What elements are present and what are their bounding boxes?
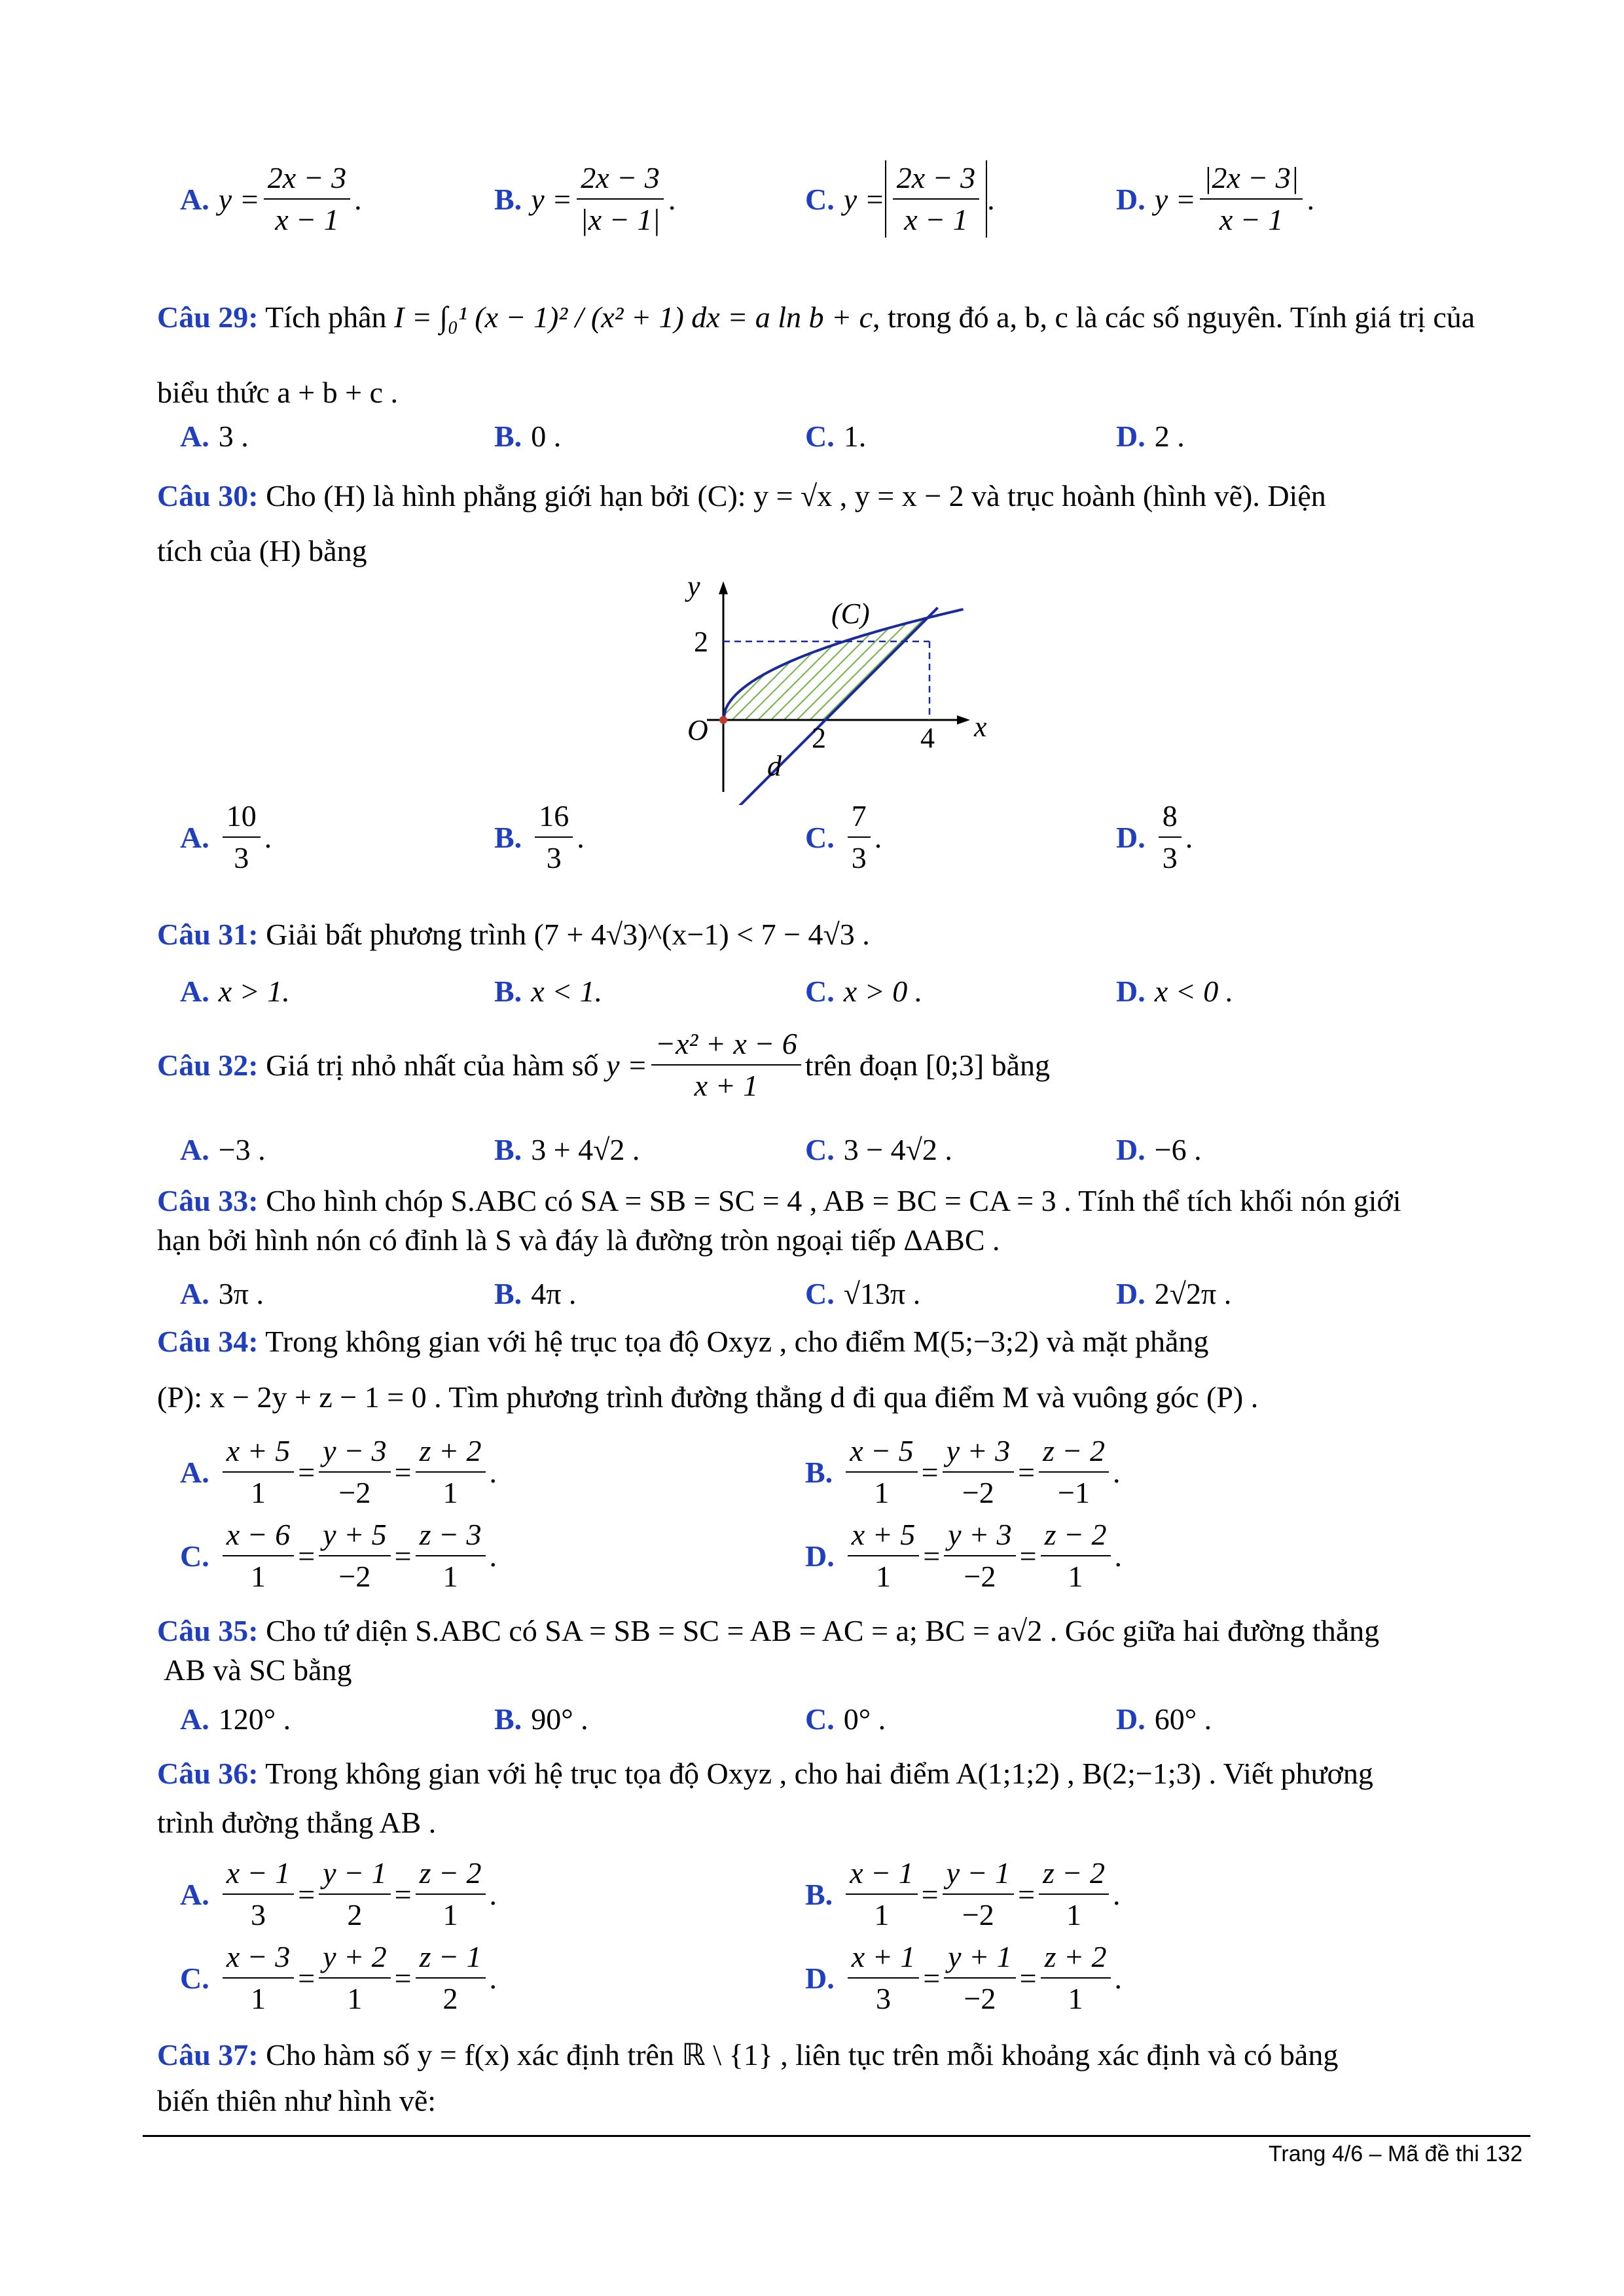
numerator: z − 2 (1041, 1517, 1111, 1556)
option-label: D. (1116, 975, 1146, 1008)
q29-option-c (805, 419, 866, 454)
q37-stem-line2: biến thiên như hình vẽ: (157, 2084, 437, 2117)
fraction (223, 798, 261, 876)
option-label: B. (805, 1877, 833, 1911)
fraction (535, 798, 573, 876)
q33-option-b (494, 1276, 576, 1311)
q29-option-a (180, 419, 249, 454)
option-value: 0° . (843, 1702, 886, 1736)
numerator: z − 2 (1039, 1856, 1109, 1895)
option-lhs: y = (218, 182, 260, 216)
option-lhs: y = (843, 182, 885, 216)
q33-option-c (805, 1276, 920, 1311)
option-lhs: y = (1154, 182, 1196, 216)
option-tail: . (987, 182, 995, 216)
equals-sign: . (1114, 1539, 1123, 1573)
q29-text1: Tích phân (265, 300, 387, 334)
denominator: 3 (546, 841, 562, 874)
numerator: y + 3 (944, 1517, 1015, 1556)
option-label: B. (805, 1455, 833, 1489)
q33-stem-line2: hạn bởi hình nón có đỉnh là S và đáy là đường tròn ngoại tiếp ΔABC . (157, 1223, 1000, 1257)
option-tail: . (1307, 182, 1314, 216)
option-value: 3 + 4√2 . (531, 1133, 640, 1166)
denominator: 1 (442, 1560, 458, 1593)
q29-integral: I = ∫₀¹ (x − 1)² / (x² + 1) dx = a ln b + c (394, 300, 873, 334)
q35-stem-line1 (157, 1611, 1379, 1651)
q31-stem (157, 915, 870, 954)
equals-sign: . (1114, 1961, 1123, 1995)
equals-sign: = (1018, 1877, 1036, 1911)
fraction (846, 1856, 917, 1933)
denominator: −2 (964, 1560, 996, 1593)
denominator: 1 (1068, 1560, 1083, 1593)
q36-option-a (180, 1856, 497, 1933)
absolute-value (885, 160, 987, 238)
fraction (319, 1856, 390, 1933)
denominator: 1 (1066, 1898, 1081, 1931)
q35-line1: Cho tứ diện S.ABC có SA = SB = SC = AB = AC = a; BC = a√2 . Góc giữa hai đường thẳng (266, 1614, 1380, 1647)
fraction (1159, 798, 1182, 876)
equals-sign: . (489, 1539, 497, 1573)
fraction (576, 160, 664, 238)
denominator: 1 (442, 1898, 458, 1931)
denominator: 2 (442, 1982, 458, 2015)
numerator: y + 5 (319, 1517, 390, 1556)
numerator: z − 2 (1039, 1433, 1109, 1473)
option-value: x < 1. (531, 975, 603, 1008)
fraction (416, 1856, 486, 1933)
q29-stem-line1 (157, 298, 1475, 337)
option-label: B. (494, 1277, 522, 1310)
option-label: A. (180, 975, 209, 1008)
q35-stem-line2: AB và SC bằng (164, 1653, 352, 1687)
q33-option-d (1116, 1276, 1231, 1311)
q36-option-c (180, 1939, 497, 2017)
q32-option-c (805, 1132, 952, 1167)
denominator: x − 1 (904, 203, 968, 236)
option-label: D. (1116, 1133, 1146, 1166)
equals-sign: = (394, 1539, 412, 1573)
q31-option-c (805, 974, 922, 1009)
denominator: 3 (250, 1898, 266, 1931)
q34-option-a (180, 1433, 497, 1511)
fraction (943, 1856, 1014, 1933)
option-label: D. (1116, 182, 1146, 216)
option-value: 3 . (218, 420, 249, 453)
fraction (893, 160, 979, 238)
numerator: z + 2 (416, 1433, 486, 1473)
fraction (943, 1433, 1014, 1511)
q35-option-d (1116, 1702, 1212, 1736)
option-label: B. (494, 420, 522, 453)
origin-label: O (687, 714, 708, 746)
curve-label: (C) (831, 598, 870, 630)
q34-option-d (805, 1517, 1122, 1594)
equals-sign: = (298, 1877, 316, 1911)
option-label: D. (1116, 1277, 1146, 1310)
option-value: 0 . (531, 420, 562, 453)
option-label: C. (180, 1539, 209, 1573)
denominator: 1 (250, 1982, 266, 2015)
option-label: D. (805, 1961, 835, 1995)
q31-text: Giải bất phương trình (7 + 4√3)^(x−1) < 7 − 4√3 . (266, 918, 870, 951)
q30-option-d: D. $\frac{8}{3}$ . (1116, 799, 1193, 874)
fraction (1039, 1856, 1109, 1933)
denominator: 1 (250, 1560, 266, 1593)
option-value: 2√2π . (1154, 1277, 1232, 1310)
denominator: −2 (964, 1982, 996, 2015)
y-axis-label: y (687, 576, 700, 602)
equals-sign: = (1018, 1455, 1036, 1489)
numerator: x − 5 (846, 1433, 917, 1473)
q35-option-b (494, 1702, 588, 1736)
page-footer: Trang 4/6 – Mã đề thi 132 (1268, 2142, 1523, 2166)
numerator: 7 (848, 798, 871, 838)
numerator: 8 (1159, 798, 1182, 838)
q28-option-a (180, 160, 362, 238)
numerator: z − 3 (416, 1517, 486, 1556)
option-label: C. (805, 420, 835, 453)
option-label: B. (494, 820, 522, 854)
option-label: A. (180, 1277, 209, 1310)
question-label: Câu 32: (157, 1048, 259, 1082)
option-label: C. (805, 1702, 835, 1736)
equals-sign: = (923, 1539, 941, 1573)
denominator: −2 (338, 1476, 371, 1509)
denominator: −2 (962, 1898, 994, 1931)
equals-sign: = (394, 1961, 412, 1995)
q36-stem-line1 (157, 1754, 1373, 1793)
fraction (848, 1939, 919, 2017)
option-label: C. (805, 1133, 835, 1166)
denominator: 2 (347, 1898, 363, 1931)
numerator: x − 1 (846, 1856, 917, 1895)
option-lhs: y = (531, 182, 573, 216)
fraction (848, 798, 871, 876)
option-label: B. (494, 975, 522, 1008)
q31-option-d (1116, 974, 1233, 1009)
fraction (223, 1939, 294, 2017)
numerator: 2x − 3 (893, 160, 979, 200)
equals-sign: = (921, 1877, 939, 1911)
q33-stem-line1 (157, 1181, 1401, 1221)
option-label: D. (805, 1539, 835, 1573)
option-label: B. (494, 1702, 522, 1736)
option-label: C. (805, 182, 835, 216)
footer-divider (143, 2135, 1530, 2137)
option-label: B. (494, 1133, 522, 1166)
x-axis-arrow (957, 715, 970, 725)
option-value: 90° . (531, 1702, 588, 1736)
q28-option-b (494, 160, 676, 238)
q31-option-b (494, 974, 602, 1009)
equals-sign: = (1019, 1539, 1037, 1573)
numerator: x + 1 (848, 1939, 919, 1979)
numerator: x − 1 (223, 1856, 294, 1895)
q32-text1: Giá trị nhỏ nhất của hàm số (266, 1048, 599, 1082)
option-label: A. (180, 1702, 209, 1736)
numerator: y + 3 (943, 1433, 1014, 1473)
fraction (264, 160, 350, 238)
fraction (223, 1517, 294, 1594)
option-label: A. (180, 820, 209, 854)
q30-option-a: A. $\frac{10}{3}$ . (180, 799, 272, 874)
option-label: D. (1116, 820, 1146, 854)
fraction (1041, 1939, 1111, 2017)
denominator: 3 (875, 1982, 891, 2015)
origin-point (719, 716, 727, 724)
option-value: x > 1. (218, 975, 290, 1008)
q32-option-a (180, 1132, 266, 1167)
option-label: A. (180, 420, 209, 453)
equals-sign: . (1112, 1455, 1121, 1489)
equals-sign: . (1112, 1877, 1121, 1911)
q32-option-d (1116, 1132, 1202, 1167)
option-label: D. (1116, 420, 1146, 453)
numerator: x − 6 (223, 1517, 294, 1556)
equals-sign: = (394, 1455, 412, 1489)
numerator: 10 (223, 798, 261, 838)
q31-option-a (180, 974, 290, 1009)
fraction (416, 1517, 486, 1594)
denominator: x − 1 (275, 203, 339, 236)
q28-option-c (805, 160, 995, 238)
denominator: x − 1 (1219, 203, 1284, 236)
option-label: C. (805, 975, 835, 1008)
q34-stem-line2: (P): x − 2y + z − 1 = 0 . Tìm phương trình đường thẳng d đi qua điểm M và vuông góc (P) . (157, 1380, 1259, 1414)
numerator: y + 2 (319, 1939, 390, 1979)
question-label: Câu 30: (157, 479, 259, 512)
option-tail: . (354, 182, 362, 216)
q30-line1: Cho (H) là hình phẳng giới hạn bởi (C): y = √x , y = x − 2 và trục hoành (hình vẽ). Diện (266, 479, 1326, 512)
fraction (944, 1517, 1015, 1594)
option-value: 3 − 4√2 . (843, 1133, 952, 1166)
option-value: 3π . (218, 1277, 264, 1310)
q36-stem-line2: trình đường thẳng AB . (157, 1806, 437, 1839)
option-value: 60° . (1154, 1702, 1212, 1736)
option-value: 2 . (1154, 420, 1185, 453)
option-label: A. (180, 182, 209, 216)
numerator: x + 5 (223, 1433, 294, 1473)
fraction (416, 1433, 486, 1511)
q30-option-c: C. $\frac{7}{3}$ . (805, 799, 882, 874)
option-value: −3 . (218, 1133, 266, 1166)
option-value: 120° . (218, 1702, 291, 1736)
denominator: 3 (234, 841, 249, 874)
option-label: A. (180, 1455, 209, 1489)
denominator: 1 (874, 1898, 890, 1931)
q34-option-b (805, 1433, 1120, 1511)
q29-stem-line2: biểu thức a + b + c . (157, 376, 399, 409)
q32-stem: Câu 32: Giá trị nhỏ nhất của hàm số y = $\frac{\text{−x² + x − 6}}{x + 1}$ trên đoạn [0;3] bằng (157, 1027, 1051, 1102)
option-label: B. (494, 182, 522, 216)
tick-x-4: 4 (920, 722, 935, 754)
option-tail: . (668, 182, 676, 216)
fraction (651, 1026, 801, 1103)
equals-sign: . (489, 1455, 497, 1489)
option-value: x > 0 . (843, 975, 923, 1008)
numerator: −x² + x − 6 (651, 1026, 801, 1066)
fraction (223, 1433, 294, 1511)
q34-option-c (180, 1517, 497, 1594)
numerator: 2x − 3 (577, 160, 663, 200)
q36-option-b (805, 1856, 1120, 1933)
numerator: y − 1 (319, 1856, 390, 1895)
denominator: 1 (875, 1560, 891, 1593)
denominator: 1 (874, 1476, 890, 1509)
option-label: C. (180, 1961, 209, 1995)
numerator: x + 5 (848, 1517, 919, 1556)
numerator: z − 1 (416, 1939, 486, 1979)
denominator: 1 (442, 1476, 458, 1509)
fraction (848, 1517, 919, 1594)
question-label: Câu 34: (157, 1325, 259, 1358)
denominator: −2 (338, 1560, 371, 1593)
denominator: x + 1 (694, 1069, 759, 1102)
q29-text2: , trong đó a, b, c là các số nguyên. Tính giá trị của (873, 300, 1475, 334)
option-value: √13π . (843, 1277, 921, 1310)
q32-text2: trên đoạn [0;3] bằng (804, 1048, 1051, 1082)
option-label: D. (1116, 1702, 1146, 1736)
equals-sign: = (921, 1455, 939, 1489)
denominator: 1 (250, 1476, 266, 1509)
fraction (1041, 1517, 1111, 1594)
tick-y-2: 2 (694, 626, 708, 658)
fraction (846, 1433, 917, 1511)
numerator: y + 1 (944, 1939, 1015, 1979)
question-label: Câu 35: (157, 1614, 259, 1647)
q33-line1: Cho hình chóp S.ABC có SA = SB = SC = 4 , AB = BC = CA = 3 . Tính thể tích khối nón giới (266, 1184, 1401, 1217)
y-axis-arrow (719, 581, 728, 594)
numerator: 2x − 3 (264, 160, 350, 200)
q35-option-a (180, 1702, 291, 1736)
option-label: A. (180, 1133, 209, 1166)
numerator: z + 2 (1041, 1939, 1111, 1979)
option-label: A. (180, 1877, 209, 1911)
line-label: d (767, 750, 782, 782)
equals-sign: = (298, 1961, 316, 1995)
equals-sign: . (489, 1877, 497, 1911)
q29-option-d (1116, 419, 1185, 454)
option-value: 1. (843, 420, 867, 453)
q37-line1: Cho hàm số y = f(x) xác định trên ℝ \ {1} , liên tục trên mỗi khoảng xác định và có bảng (266, 2038, 1339, 2072)
fraction (1039, 1433, 1109, 1511)
q35-option-c (805, 1702, 886, 1736)
equals-sign: = (1019, 1961, 1037, 1995)
q28-option-d (1116, 160, 1314, 238)
q36-line1: Trong không gian với hệ trục tọa độ Oxyz , cho hai điểm A(1;1;2) , B(2;−1;3) . Viết phương (265, 1757, 1373, 1790)
x-axis-label: x (974, 711, 987, 743)
q34-stem-line1 (157, 1322, 1208, 1361)
equals-sign: = (298, 1455, 316, 1489)
equals-sign: = (923, 1961, 941, 1995)
fraction (319, 1433, 390, 1511)
q32-option-b (494, 1132, 640, 1167)
denominator: |x − 1| (580, 203, 660, 236)
option-label: C. (805, 1277, 835, 1310)
denominator: 1 (347, 1982, 363, 2015)
numerator: y − 1 (943, 1856, 1014, 1895)
option-value: −6 . (1154, 1133, 1202, 1166)
q33-option-a (180, 1276, 264, 1311)
fraction (223, 1856, 294, 1933)
q36-option-d (805, 1939, 1122, 2017)
fraction (319, 1517, 390, 1594)
question-label: Câu 37: (157, 2038, 259, 2072)
q34-line1: Trong không gian với hệ trục tọa độ Oxyz , cho điểm M(5;−3;2) và mặt phẳng (265, 1325, 1209, 1358)
q37-stem-line1 (157, 2036, 1338, 2075)
equals-sign: . (489, 1961, 497, 1995)
option-label: C. (805, 820, 835, 854)
q30-stem-line1 (157, 476, 1326, 516)
numerator: z − 2 (416, 1856, 486, 1895)
equals-sign: = (394, 1877, 412, 1911)
denominator: −1 (1058, 1476, 1090, 1509)
question-label: Câu 36: (157, 1757, 259, 1790)
question-label: Câu 29: (157, 300, 259, 334)
q29-option-b (494, 419, 561, 454)
tick-x-2: 2 (812, 722, 826, 754)
numerator: 16 (535, 798, 573, 838)
question-label: Câu 33: (157, 1184, 259, 1217)
denominator: −2 (962, 1476, 994, 1509)
numerator: x − 3 (223, 1939, 294, 1979)
numerator: |2x − 3| (1200, 160, 1303, 200)
equals-sign: = (298, 1539, 316, 1573)
hatched-region (723, 618, 928, 720)
denominator: 3 (1162, 841, 1178, 874)
denominator: 3 (851, 841, 867, 874)
fraction (1200, 160, 1303, 238)
option-value: x < 0 . (1154, 975, 1234, 1008)
fraction (944, 1939, 1015, 2017)
q30-stem-line2: tích của (H) bằng (157, 534, 367, 567)
option-value: 4π . (531, 1277, 577, 1310)
question-label: Câu 31: (157, 918, 259, 951)
fraction (416, 1939, 486, 2017)
numerator: y − 3 (319, 1433, 390, 1473)
denominator: 1 (1068, 1982, 1083, 2015)
q30-option-b: B. $\frac{16}{3}$ . (494, 799, 585, 874)
q30-graph (681, 576, 995, 805)
fraction (319, 1939, 390, 2017)
